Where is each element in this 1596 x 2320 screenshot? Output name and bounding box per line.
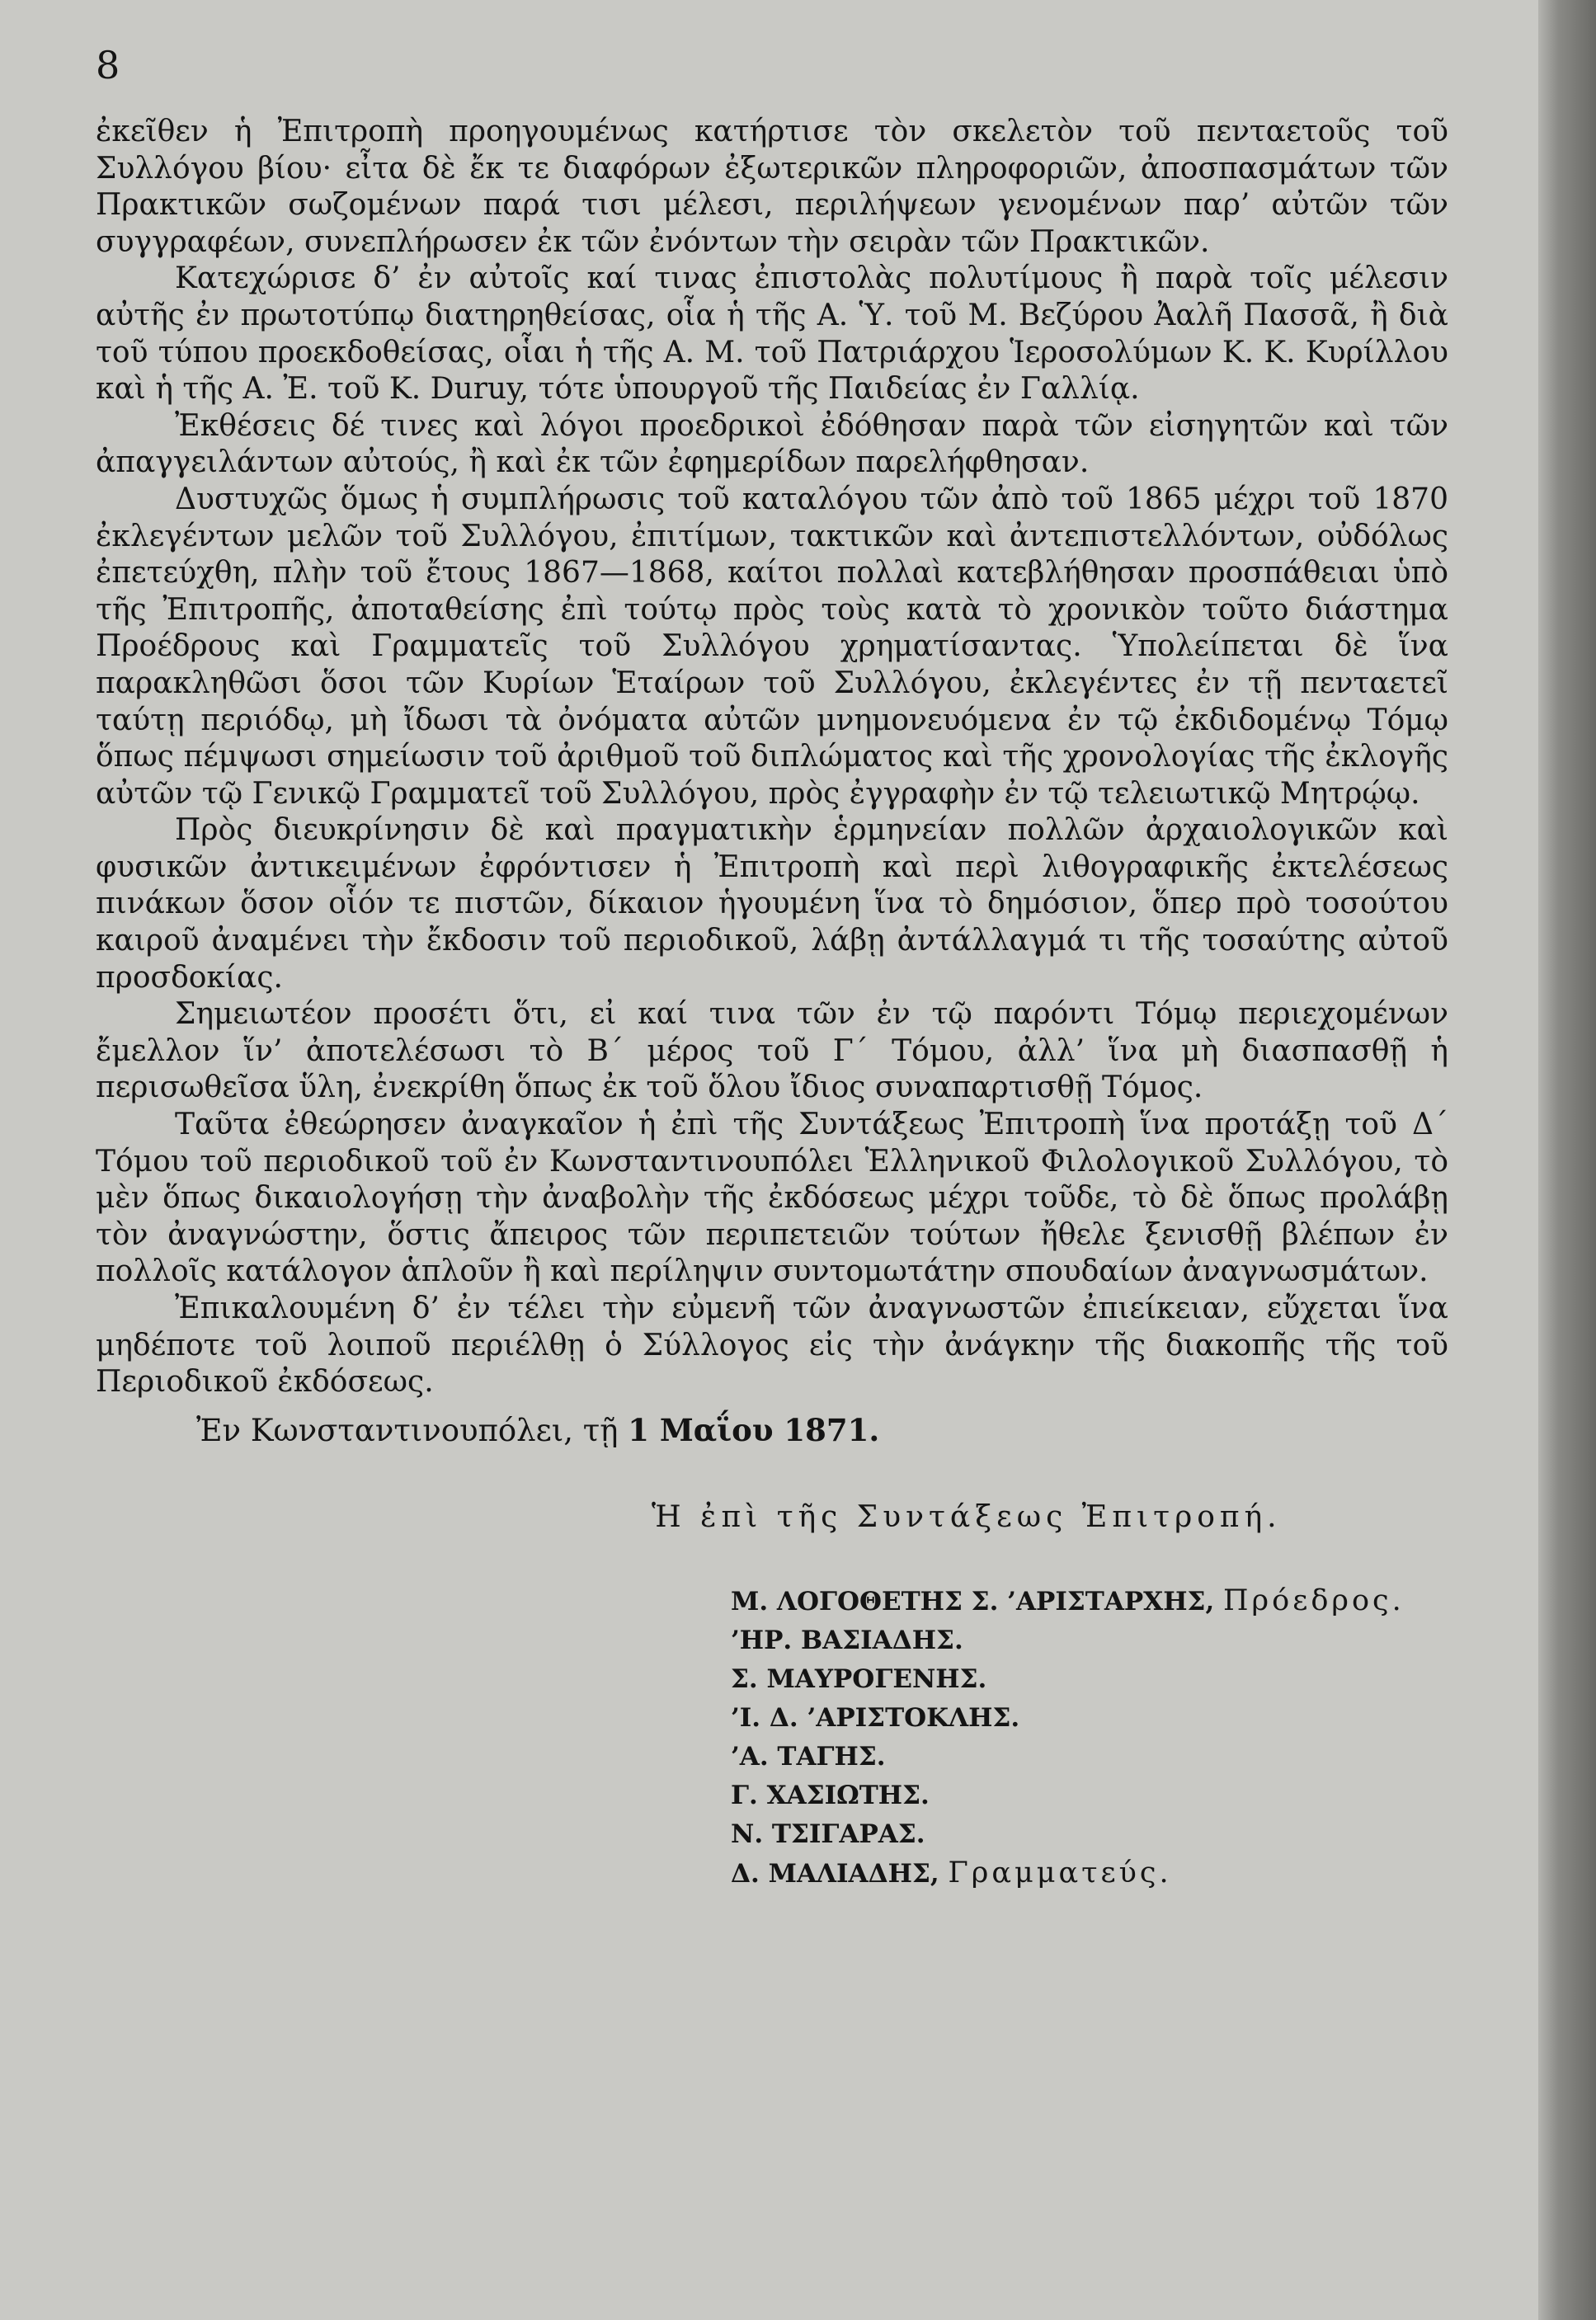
paragraph: Δυστυχῶς ὅμως ἡ συμπλήρωσις τοῦ καταλόγου τῶν ἀπὸ τοῦ 1865 μέχρι τοῦ 1870 ἐκλεγέντων μελῶν τοῦ Συλλόγου, ἐπιτίμων, τακτικῶν καὶ ἀντεπιστελλόντων, οὐδόλως ἐπετεύχθη, πλὴν τοῦ ἔτους 1867—1868, καίτοι πολλαὶ κατεβλήθησαν προσπάθειαι ὑπὸ τῆς Ἐπιτροπῆς, ἀποταθείσης ἐπὶ τούτῳ πρὸς τοὺς κατὰ τὸ χρονικὸν τοῦτο διάστημα Προέδρους καὶ Γραμματεῖς τοῦ Συλλόγου χρηματίσαντας. Ὑπολείπεται δὲ ἵνα παρακληθῶσι ὅσοι τῶν Κυρίων Ἑταίρων τοῦ Συλλόγου, ἐκλεγέντες ἐν τῇ πενταετεῖ ταύτῃ περιόδῳ, μὴ ἴδωσι τὰ ὀνόματα αὐτῶν μνημονευόμενα ἐν τῷ ἐκδιδομένῳ Τόμῳ ὅπως πέμψωσι σημείωσιν τοῦ ἀριθμοῦ τοῦ διπλώματος καὶ τῆς χρονολογίας τῆς ἐκλογῆς αὐτῶν τῷ Γενικῷ Γραμματεῖ τοῦ Συλλόγου, πρὸς ἐγγραφὴν ἐν τῷ τελειωτικῷ Μητρῴῳ. xyxy=(96,482,1448,811)
signatory-list xyxy=(731,1582,1405,1894)
signatory-name: ’Α. ΤΑΓΗΣ. xyxy=(731,1742,886,1772)
signatory-name: Ν. ΤΣΙΓΑΡΑΣ. xyxy=(731,1819,925,1849)
signatory-name: Μ. ΛΟΓΟΘΕΤΗΣ Σ. ’ΑΡΙΣΤΑΡΧΗΣ, xyxy=(731,1587,1224,1616)
paragraph: Πρὸς διευκρίνησιν δὲ καὶ πραγματικὴν ἑρμηνείαν πολλῶν ἀρχαιολογικῶν καὶ φυσικῶν ἀντικειμένων ἐφρόντισεν ἡ Ἐπιτροπὴ καὶ περὶ λιθογραφικῆς ἐκτελέσεως πινάκων ὅσον οἷόν τε πιστῶν, δίκαιον ἡγουμένη ἵνα τὸ δημόσιον, ὅπερ πρὸ τοσούτου καιροῦ ἀναμένει τὴν ἔκδοσιν τοῦ περιοδικοῦ, λάβῃ ἀντάλλαγμά τι τῆς τοσαύτης αὐτοῦ προσδοκίας. xyxy=(96,813,1448,995)
signatory-name: Γ. ΧΑΣΙΩΤΗΣ. xyxy=(731,1781,930,1810)
signatory-name: Σ. ΜΑΥΡΟΓΕΝΗΣ. xyxy=(731,1664,987,1694)
signatory-name: Δ. ΜΑΛΙΑΔΗΣ, xyxy=(731,1859,949,1889)
paragraph: ἐκεῖθεν ἡ Ἐπιτροπὴ προηγουμένως κατήρτισε τὸν σκελετὸν τοῦ πενταετοῦς τοῦ Συλλόγου βίου· εἶτα δὲ ἔκ τε διαφόρων ἐξωτερικῶν πληροφοριῶν, ἀποσπασμάτων τῶν Πρακτικῶν σωζομένων παρά τισι μέλεσι, περιλήψεων γενομένων παρ’ αὐτῶν τῶν συγγραφέων, συνεπλήρωσεν ἐκ τῶν ἐνόντων τὴν σειρὰν τῶν Πρακτικῶν. xyxy=(96,115,1448,259)
page-number: 8 xyxy=(96,43,120,87)
paragraph: Ἐκθέσεις δέ τινες καὶ λόγοι προεδρικοὶ ἐδόθησαν παρὰ τῶν εἰσηγητῶν καὶ τῶν ἀπαγγειλάντων αὐτούς, ἢ καὶ ἐκ τῶν ἐφημερίδων παρελήφθησαν. xyxy=(96,408,1448,480)
paragraph: Ταῦτα ἐθεώρησεν ἀναγκαῖον ἡ ἐπὶ τῆς Συντάξεως Ἐπιτροπὴ ἵνα προτάξῃ τοῦ Δ΄ Τόμου τοῦ περιοδικοῦ τοῦ ἐν Κωνσταντινουπόλει Ἑλληνικοῦ Φιλολογικοῦ Συλλόγου, τὸ μὲν ὅπως δικαιολογήσῃ τὴν ἀναβολὴν τῆς ἐκδόσεως μέχρι τοῦδε, τὸ δὲ ὅπως προλάβῃ τὸν ἀναγνώστην, ὅστις ἄπειρος τῶν περιπετειῶν τούτων ἤθελε ξενισθῇ βλέπων ἐν πολλοῖς κατάλογον ἁπλοῦν ἢ καὶ περίληψιν συντομωτάτην σπουδαίων ἀναγνωσμάτων. xyxy=(96,1108,1448,1289)
signatory-name: ’ΗΡ. ΒΑΣΙΑΔΗΣ. xyxy=(731,1626,963,1655)
dateline xyxy=(196,1412,879,1449)
signatory xyxy=(731,1776,1405,1815)
signatory xyxy=(731,1815,1405,1854)
dateline-place: Ἐν Κωνσταντινουπόλει, τῇ xyxy=(196,1413,629,1448)
committee-heading: Ἡ ἐπὶ τῆς Συντάξεως Ἐπιτροπή. xyxy=(652,1500,1282,1534)
dateline-date: 1 Μαΐου 1871. xyxy=(628,1412,880,1448)
body-text xyxy=(96,114,1448,1401)
signatory xyxy=(731,1621,1405,1660)
signatory-role: Γραμματεύς. xyxy=(948,1856,1172,1889)
signatory-role: Πρόεδρος. xyxy=(1223,1584,1405,1617)
signatory xyxy=(731,1699,1405,1738)
paragraph: Κατεχώρισε δ’ ἐν αὐτοῖς καί τινας ἐπιστολὰς πολυτίμους ἢ παρὰ τοῖς μέλεσιν αὐτῆς ἐν πρωτοτύπῳ διατηρηθείσας, οἷα ἡ τῆς Α. Ὑ. τοῦ Μ. Βεζύρου Ἀαλῆ Πασσᾶ, ἢ διὰ τοῦ τύπου προεκδοθείσας, οἷαι ἡ τῆς Α. Μ. τοῦ Πατριάρχου Ἱεροσολύμων Κ. Κ. Κυρίλλου καὶ ἡ τῆς Α. Ἐ. τοῦ Κ. Duruy, τότε ὑπουργοῦ τῆς Παιδείας ἐν Γαλλίᾳ. xyxy=(96,261,1448,407)
signatory xyxy=(731,1660,1405,1699)
signatory xyxy=(731,1738,1405,1776)
signatory xyxy=(731,1582,1405,1621)
page-edge-shadow xyxy=(1538,0,1596,2320)
paragraph: Ἐπικαλουμένη δ’ ἐν τέλει τὴν εὐμενῆ τῶν ἀναγνωστῶν ἐπιείκειαν, εὔχεται ἵνα μηδέποτε τοῦ λοιποῦ περιέλθῃ ὁ Σύλλογος εἰς τὴν ἀνάγκην τῆς διακοπῆς τῆς τοῦ Περιοδικοῦ ἐκδόσεως. xyxy=(96,1292,1448,1400)
signatory-name: ’Ι. Δ. ’ΑΡΙΣΤΟΚΛΗΣ. xyxy=(731,1703,1020,1733)
signatory xyxy=(731,1854,1405,1894)
paragraph: Σημειωτέον προσέτι ὅτι, εἰ καί τινα τῶν ἐν τῷ παρόντι Τόμῳ περιεχομένων ἔμελλον ἵν’ ἀποτελέσωσι τὸ Β΄ μέρος τοῦ Γ΄ Τόμου, ἀλλ’ ἵνα μὴ διασπασθῇ ἡ περισωθεῖσα ὕλη, ἐνεκρίθη ὅπως ἐκ τοῦ ὅλου ἴδιος συναπαρτισθῇ Τόμος. xyxy=(96,997,1448,1105)
